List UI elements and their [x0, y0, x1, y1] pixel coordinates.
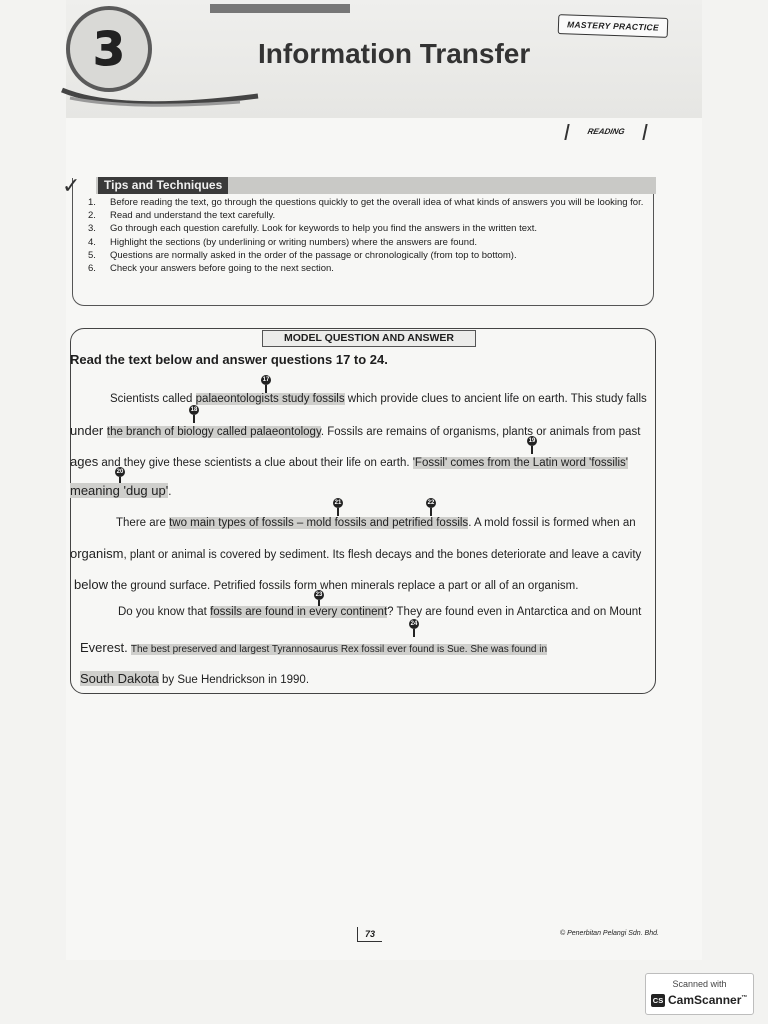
header-decoration-bar — [210, 4, 350, 13]
list-item: 5. Questions are normally asked in the order of the passage or chronologically (from top to bottom). — [88, 249, 517, 261]
passage-line: South Dakota by Sue Hendrickson in 1990. — [80, 671, 310, 686]
chapter-number: 3 — [92, 22, 125, 76]
answer-marker: 22 — [426, 498, 436, 516]
passage-line: There are two main types of fossils – mold fossils and petrified fossils. A mold fossil is formed when an — [116, 517, 636, 529]
passage-line: Do you know that fossils are found in every continent? They are found even in Antarctica and on Mount — [118, 606, 642, 618]
passage-line: ages and they give these scientists a clue about their life on earth. 'Fossil' comes from the Latin word 'fossilis' — [70, 454, 628, 469]
reading-skill-tag: READING — [564, 124, 647, 140]
list-item: 3. Go through each question carefully. Look for keywords to help you find the answers in the written text. — [88, 223, 538, 235]
answer-marker: 23 — [314, 590, 324, 608]
answer-marker: 21 — [333, 498, 343, 516]
pushpin-icon: ✓ — [62, 173, 81, 198]
page-number: 73 — [357, 927, 382, 942]
scanned-with-label: Scanned with — [672, 979, 727, 989]
model-heading: MODEL QUESTION AND ANSWER — [262, 330, 476, 347]
answer-marker: 24 — [409, 619, 419, 637]
passage-line: organism, plant or animal is covered by sediment. Its flesh decays and the bones deteriorate and leave a cavity — [70, 546, 642, 561]
publisher-credit: © Penerbitan Pelangi Sdn. Bhd. — [560, 930, 659, 937]
list-item: 2. Read and understand the text carefully. — [88, 210, 276, 222]
highlighted-answer: the branch of biology called palaeontology — [106, 426, 321, 438]
highlighted-answer: fossils are found in every continent — [210, 606, 388, 618]
highlighted-answer: The best preserved and largest Tyrannosaurus Rex fossil ever found is Sue. She was found in — [130, 644, 548, 655]
list-item: 1. Before reading the text, go through the questions quickly to get the overall idea of what kinds of answers you will be looking for. — [88, 197, 644, 208]
highlighted-answer: two main types of fossils – mold fossils and petrified fossils — [169, 517, 469, 529]
list-item: 6. Check your answers before going to the next section. — [88, 263, 334, 275]
highlighted-answer: South Dakota — [80, 671, 159, 686]
highlighted-answer: 'Fossil' comes from the Latin word 'fossilis' — [412, 457, 628, 469]
camscanner-name: CamScanner™ — [668, 993, 748, 1007]
passage-line: Scientists called palaeontologists study fossils which provide clues to ancient life on earth. This study falls — [110, 393, 647, 405]
list-item: 4. Highlight the sections (by underlining or writing numbers) where the answers are found. — [88, 236, 477, 248]
camscanner-watermark — [645, 973, 754, 1015]
answer-marker: 19 — [527, 436, 537, 454]
passage-line: below the ground surface. Petrified fossils form when minerals replace a part or all of an organism. — [74, 577, 579, 592]
passage-line: meaning 'dug up'. — [70, 483, 172, 498]
camscanner-logo-icon: CS — [652, 996, 664, 1005]
reading-instruction: Read the text below and answer questions 17 to 24. — [70, 352, 388, 367]
chapter-title: Information Transfer — [258, 38, 531, 69]
tips-list — [88, 196, 654, 275]
highlighted-answer: meaning 'dug up' — [70, 483, 169, 498]
answer-marker: 20 — [115, 467, 125, 485]
answer-marker: 17 — [261, 375, 271, 393]
tips-heading: Tips and Techniques — [98, 177, 228, 194]
mastery-practice-tag: MASTERY PRACTICE — [558, 14, 669, 38]
highlighted-answer: palaeontologists study fossils — [195, 393, 345, 405]
passage-line: under the branch of biology called palaeontology. Fossils are remains of organisms, plants or animals from past — [70, 423, 641, 438]
answer-marker: 18 — [189, 405, 199, 423]
chapter-number-badge — [66, 6, 152, 92]
passage-line: Everest. The best preserved and largest Tyrannosaurus Rex fossil ever found is Sue. She was found in — [80, 640, 548, 655]
